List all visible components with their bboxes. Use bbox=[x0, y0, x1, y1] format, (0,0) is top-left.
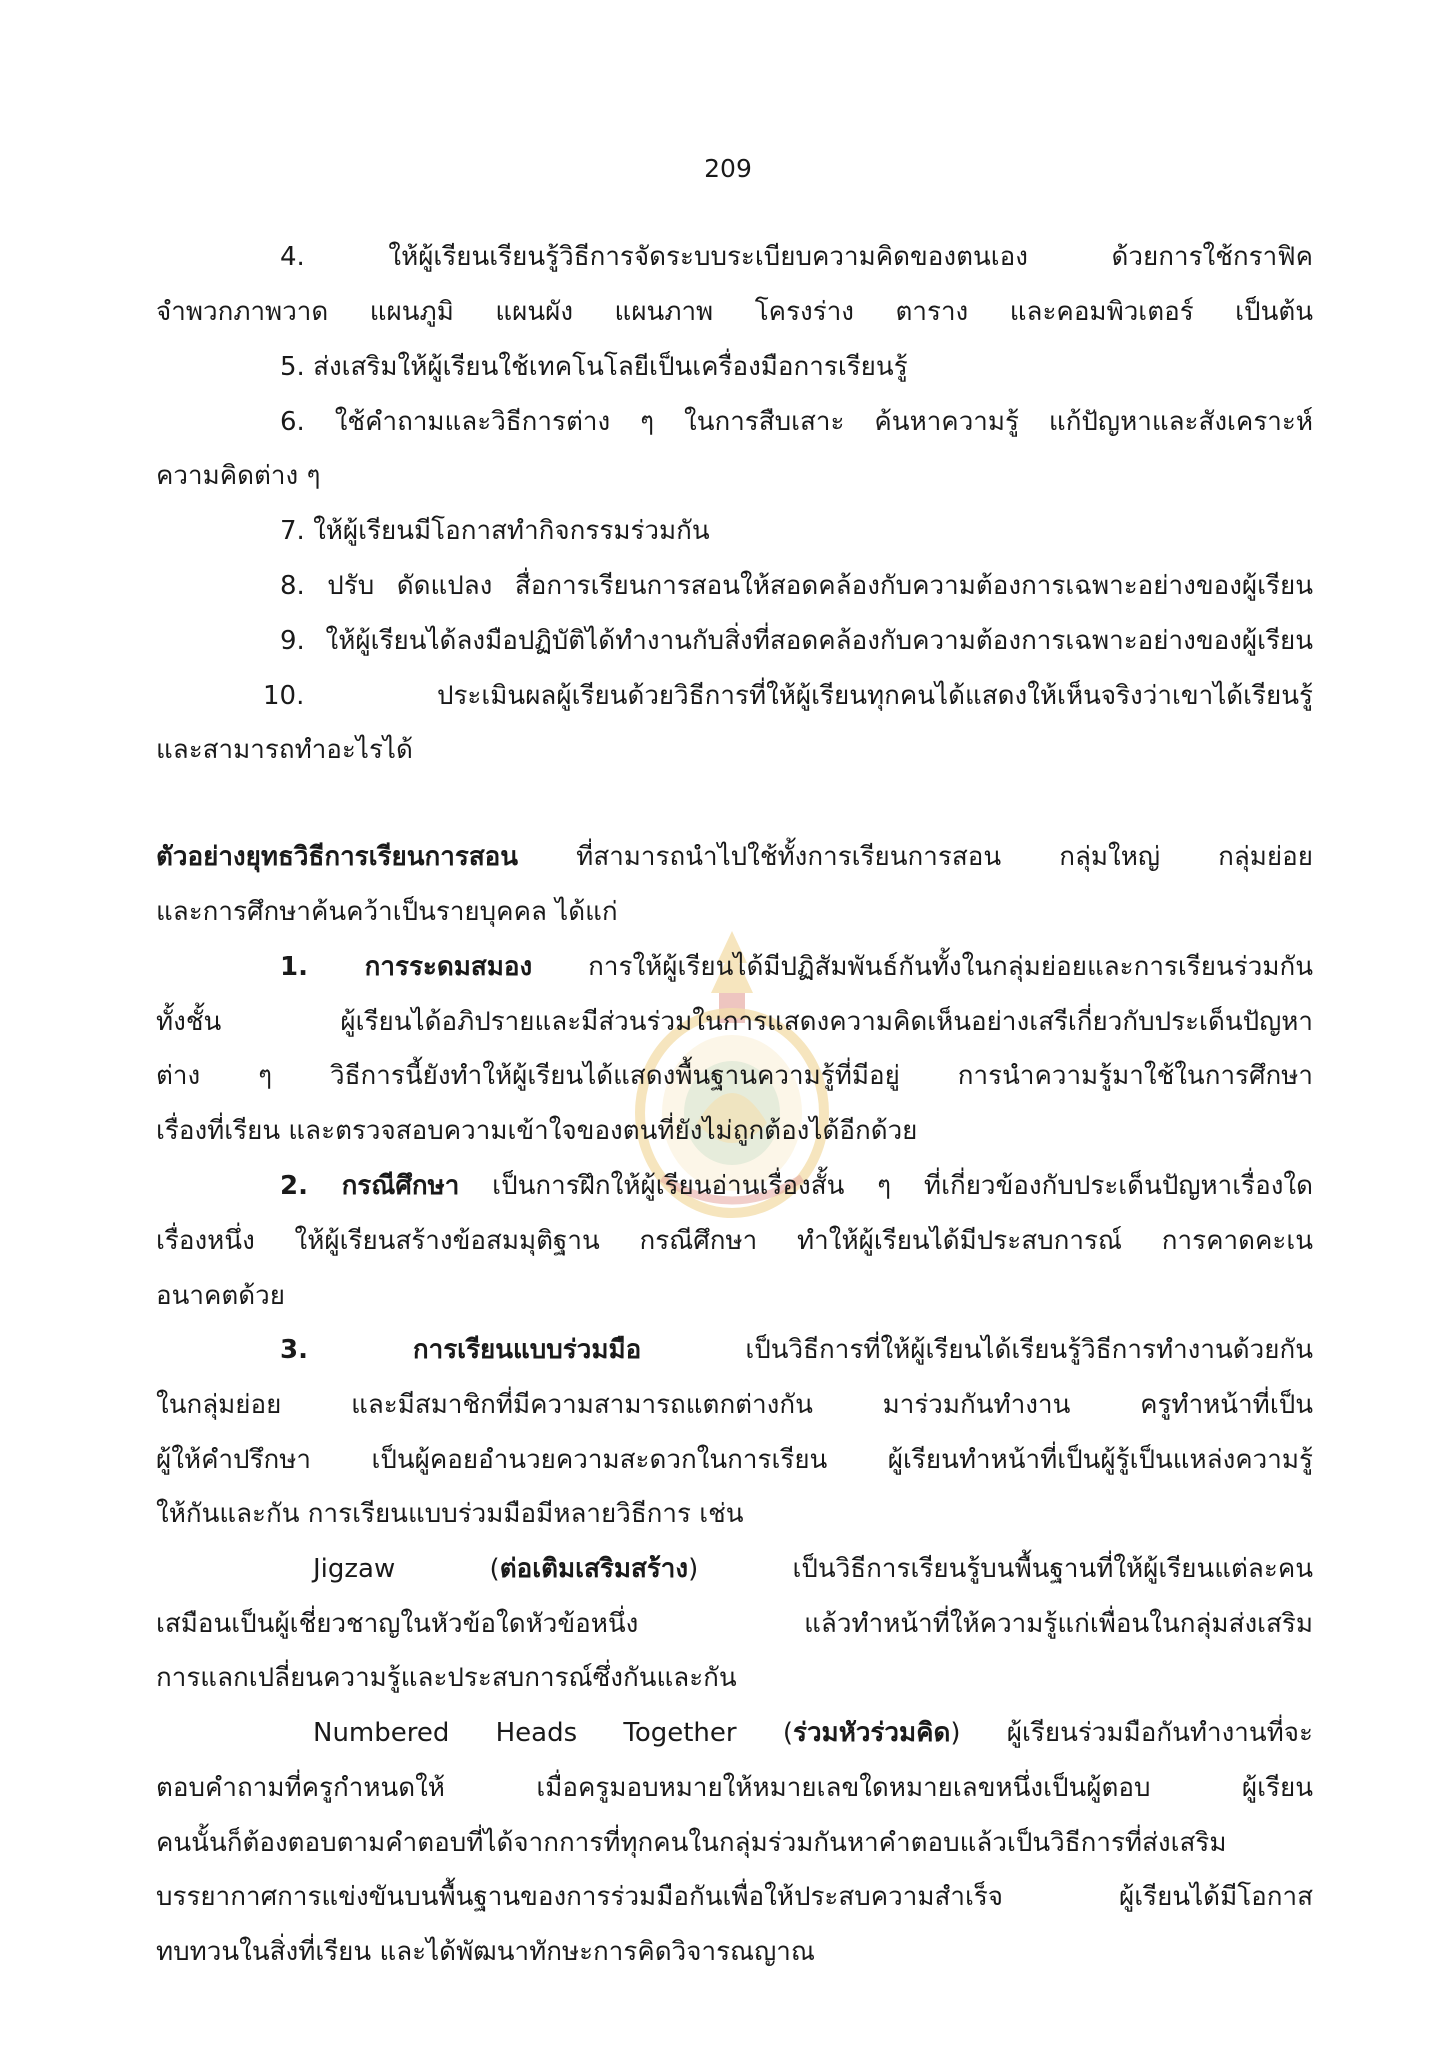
strategy-2-title: 2. กรณีศึกษา bbox=[280, 1171, 460, 1201]
list-item-5: 5. ส่งเสริมให้ผู้เรียนใช้เทคโนโลยีเป็นเครื่องมือการเรียนรู้ bbox=[280, 352, 908, 382]
list-item-4-cont: จำพวกภาพวาด แผนภูมิ แผนผัง แผนภาพ โครงร่าง ตาราง และคอมพิวเตอร์ เป็นต้น bbox=[156, 297, 1313, 327]
section-intro-cont: และการศึกษาค้นคว้าเป็นรายบุคคล ได้แก่ bbox=[156, 897, 618, 927]
strategy-3-cont-2: ผู้ให้คำปรึกษา เป็นผู้คอยอำนวยความสะดวกในการเรียน ผู้เรียนทำหน้าที่เป็นผู้รู้เป็นแหล่งความรู้ bbox=[156, 1445, 1313, 1475]
section-intro-text: ที่สามารถนำไปใช้ทั้งการเรียนการสอน กลุ่มใหญ่ กลุ่มย่อย bbox=[518, 842, 1313, 872]
jigzaw-text: ) เป็นวิธีการเรียนรู้บนพื้นฐานที่ให้ผู้เรียนแต่ละคน bbox=[688, 1554, 1313, 1584]
strategy-3-cont-3: ให้กันและกัน การเรียนแบบร่วมมือมีหลายวิธีการ เช่น bbox=[156, 1499, 744, 1529]
strategy-2-cont-2: อนาคตด้วย bbox=[156, 1281, 285, 1311]
strategy-2 bbox=[280, 1166, 1313, 1206]
numbered-heads-cont-1: ตอบคำถามที่ครูกำหนดให้ เมื่อครูมอบหมายให้หมายเลขใดหมายเลขหนึ่งเป็นผู้ตอบ ผู้เรียน bbox=[156, 1773, 1313, 1803]
strategy-3-text: เป็นวิธีการที่ให้ผู้เรียนได้เรียนรู้วิธีการทำงานด้วยกัน bbox=[641, 1335, 1313, 1365]
jigzaw-paragraph bbox=[313, 1549, 1313, 1589]
numbered-heads-text: ) ผู้เรียนร่วมมือกันทำงานที่จะ bbox=[950, 1718, 1313, 1748]
list-item-10-cont: และสามารถทำอะไรได้ bbox=[156, 735, 413, 765]
section-intro bbox=[156, 837, 1313, 877]
numbered-heads-cont-3: บรรยากาศการแข่งขันบนพื้นฐานของการร่วมมือกันเพื่อให้ประสบความสำเร็จ ผู้เรียนได้มีโอกาส bbox=[156, 1882, 1313, 1912]
strategy-2-text: เป็นการฝึกให้ผู้เรียนอ่านเรื่องสั้น ๆ ที่เกี่ยวข้องกับประเด็นปัญหาเรื่องใด bbox=[459, 1171, 1313, 1201]
list-item-9: 9. ให้ผู้เรียนได้ลงมือปฏิบัติได้ทำงานกับสิ่งที่สอดคล้องกับความต้องการเฉพาะอย่างของผู้เรียน bbox=[280, 626, 1313, 656]
strategy-1-cont-3: เรื่องที่เรียน และตรวจสอบความเข้าใจของตนที่ยังไม่ถูกต้องได้อีกด้วย bbox=[156, 1116, 918, 1146]
strategy-2-cont-1: เรื่องหนึ่ง ให้ผู้เรียนสร้างข้อสมมุติฐาน กรณีศึกษา ทำให้ผู้เรียนได้มีประสบการณ์ การคาดคะเน bbox=[156, 1226, 1313, 1256]
strategy-1-text: การให้ผู้เรียนได้มีปฏิสัมพันธ์กันทั้งในกลุ่มย่อยและการเรียนร่วมกัน bbox=[532, 952, 1313, 982]
list-item-10: 10. ประเมินผลผู้เรียนด้วยวิธีการที่ให้ผู้เรียนทุกคนได้แสดงให้เห็นจริงว่าเขาได้เรียนรู้ bbox=[263, 681, 1313, 711]
strategy-1-title: 1. การระดมสมอง bbox=[280, 952, 533, 982]
page-number: 209 bbox=[704, 154, 752, 183]
numbered-heads-name: Numbered Heads Together ( bbox=[313, 1718, 793, 1748]
jigzaw-cont-1: เสมือนเป็นผู้เชี่ยวชาญในหัวข้อใดหัวข้อหนึ่ง แล้วทำหน้าที่ให้ความรู้แก่เพื่อนในกลุ่มส่งเสริม bbox=[156, 1609, 1313, 1639]
strategy-1-cont-1: ทั้งชั้น ผู้เรียนได้อภิปรายและมีส่วนร่วมในการแสดงความคิดเห็นอย่างเสรีเกี่ยวกับประเด็นปัญหา bbox=[156, 1007, 1313, 1037]
numbered-heads-cont-2: คนนั้นก็ต้องตอบตามคำตอบที่ได้จากการที่ทุกคนในกลุ่มร่วมกันหาคำตอบแล้วเป็นวิธีการที่ส่งเสริม bbox=[156, 1828, 1227, 1858]
numbered-heads-thai-name: ร่วมหัวร่วมคิด bbox=[792, 1718, 951, 1748]
section-heading: ตัวอย่างยุทธวิธีการเรียนการสอน bbox=[156, 842, 519, 872]
numbered-heads-paragraph bbox=[313, 1713, 1313, 1753]
jigzaw-thai-name: ต่อเติมเสริมสร้าง bbox=[499, 1554, 689, 1584]
list-item-6-cont: ความคิดต่าง ๆ bbox=[156, 461, 321, 491]
strategy-1 bbox=[280, 947, 1313, 987]
list-item-4: 4. ให้ผู้เรียนเรียนรู้วิธีการจัดระบบระเบียบความคิดของตนเอง ด้วยการใช้กราฟิค bbox=[280, 242, 1313, 272]
strategy-3-cont-1: ในกลุ่มย่อย และมีสมาชิกที่มีความสามารถแตกต่างกัน มาร่วมกันทำงาน ครูทำหน้าที่เป็น bbox=[156, 1390, 1313, 1420]
strategy-3-title: 3. การเรียนแบบร่วมมือ bbox=[280, 1335, 642, 1365]
strategy-1-cont-2: ต่าง ๆ วิธีการนี้ยังทำให้ผู้เรียนได้แสดงพื้นฐานความรู้ที่มีอยู่ การนำความรู้มาใช้ในการศึกษา bbox=[156, 1061, 1313, 1091]
jigzaw-cont-2: การแลกเปลี่ยนความรู้และประสบการณ์ซึ่งกันและกัน bbox=[156, 1663, 737, 1693]
list-item-8: 8. ปรับ ดัดแปลง สื่อการเรียนการสอนให้สอดคล้องกับความต้องการเฉพาะอย่างของผู้เรียน bbox=[280, 571, 1313, 601]
strategy-3 bbox=[280, 1330, 1313, 1370]
jigzaw-name: Jigzaw ( bbox=[313, 1554, 500, 1584]
list-item-7: 7. ให้ผู้เรียนมีโอกาสทำกิจกรรมร่วมกัน bbox=[280, 516, 710, 546]
list-item-6: 6. ใช้คำถามและวิธีการต่าง ๆ ในการสืบเสาะ ค้นหาความรู้ แก้ปัญหาและสังเคราะห์ bbox=[280, 407, 1313, 437]
numbered-heads-cont-4: ทบทวนในสิ่งที่เรียน และได้พัฒนาทักษะการคิดวิจารณญาณ bbox=[156, 1937, 816, 1967]
